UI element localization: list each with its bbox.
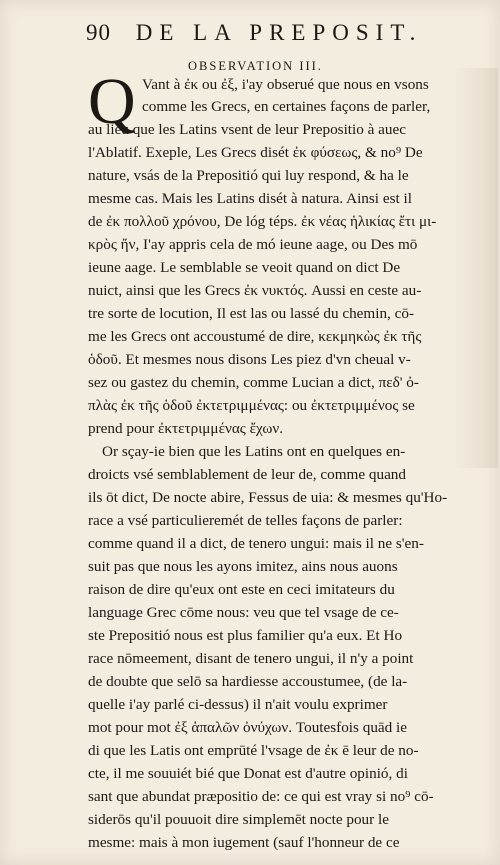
text-line: siderōs qu'il pouuoit dire simplemēt nocte pour le xyxy=(88,811,389,828)
text-line: nuict, ainsi que les Grecs ἐκ νυκτός. Aussi en ceste au- xyxy=(88,282,422,299)
text-line: ils ōt dict, De nocte abire, Fessus de uia: & mesmes qu'Ho- xyxy=(88,489,448,506)
text-line: ste Prepositió nous est plus familier qu'a eux. Et Ho xyxy=(88,627,403,644)
text-line: πλὰς ἐκ τῆς ὁδοῦ ἐκτετριμμένας: ou ἐκτετριμμένος se xyxy=(88,397,415,414)
text-line: di que les Latis ont emprūté l'vsage de ἐκ ē leur de no- xyxy=(88,742,419,759)
text-line: tre sorte de locution, Il est las ou lassé du chemin, cō- xyxy=(88,305,415,322)
text-line: sant que abundat præpositio de: ce qui est vray si no⁹ cō- xyxy=(88,788,434,805)
text-line: Or sçay-ie bien que les Latins ont en quelques en- xyxy=(102,443,406,460)
text-line: comme les Grecs, en certaines façons de parler, xyxy=(142,98,431,115)
text-line: raison de dire qu'eux ont este en ceci imitateurs du xyxy=(88,581,395,598)
text-line: droicts vsé semblablement de leur de, comme quand xyxy=(88,466,406,483)
running-title: DE LA PREPOSIT. xyxy=(135,20,423,45)
text-line: language Grec cōme nous: veu que tel vsage de ce- xyxy=(88,604,399,621)
text-line: cte, il me souuiét bié que Donat est d'autre opinió, di xyxy=(88,765,408,782)
text-line: de ἐκ πολλοῦ χρόνου, De lóg téps. ἐκ νέας ἡλικίας ἔτι μι- xyxy=(88,213,437,230)
text-line: de doubte que selō sa hardiesse accoustumee, (de la- xyxy=(88,673,408,690)
text-line: ὁδοῦ. Et mesmes nous disons Les piez d'vn cheual v- xyxy=(88,351,411,368)
text-line: mesme: mais à mon iugement (sauf l'honneur de ce xyxy=(88,834,400,851)
drop-cap: Q xyxy=(88,65,136,138)
text-line: l'Ablatif. Exeple, Les Grecs disét ἐκ φύσεως, & no⁹ De xyxy=(88,144,423,161)
text-line: quelle i'ay parlé ci-dessus) il n'ait voulu exprimer xyxy=(88,696,388,713)
text-line: mot pour mot ἐξ ἁπαλῶν ὀνύχων. Toutesfois quād ie xyxy=(88,719,408,736)
section-heading: OBSERVATION III. xyxy=(188,59,323,73)
text-line: race nōmeement, disant de tenero ungui, il n'y a point xyxy=(88,650,414,667)
text-line: me les Grecs ont accoustumé de dire, κεκμηκὼς ἐκ τῆς xyxy=(88,328,422,345)
page-number: 90 xyxy=(86,20,111,45)
text-line: prend pour ἐκτετριμμένας ἔχων. xyxy=(88,420,284,437)
text-line: κρὸς ἤν, I'ay appris cela de mó ieune aage, ou Des mō xyxy=(88,236,418,253)
text-line: race a vsé particulieremét de telles façons de parler: xyxy=(88,512,403,529)
text-line: comme quand il a dict, de tenero ungui: mais il ne s'en- xyxy=(88,535,424,552)
text-line: mesme cas. Mais les Latins disét à natura. Ainsi est il xyxy=(88,190,412,207)
text-line: sez ou gastez du chemin, comme Lucian a dict, πεδ' ὀ- xyxy=(88,374,419,391)
text-line: Vant à ἐκ ou ἐξ, i'ay obserué que nous en vsons xyxy=(142,76,429,93)
text-line: au lieu que les Latins vsent de leur Prepositio à auec xyxy=(88,121,406,138)
text-line: ieune aage. Le semblable se veoit quand on dict De xyxy=(88,259,401,276)
text-line: suit pas que nous les ayons imitez, ains nous auons xyxy=(88,558,398,575)
text-line: nature, vsás de la Prepositió qui luy respond, & ha le xyxy=(88,167,409,184)
